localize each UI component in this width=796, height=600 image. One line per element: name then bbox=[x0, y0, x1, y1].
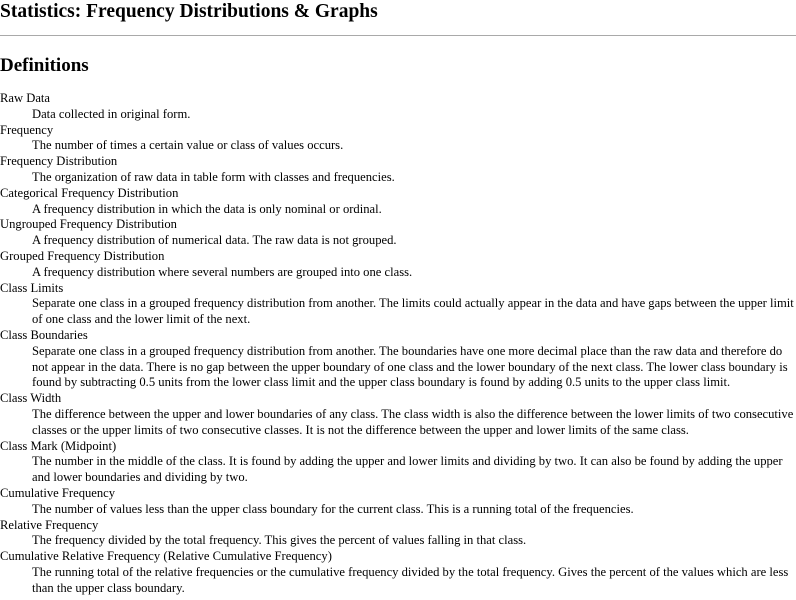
definition-description: The running total of the relative frequencies or the cumulative frequency divided by the total frequency. Gives the percent of the values which are less than the upper class boundary. bbox=[32, 564, 789, 595]
definition-list bbox=[0, 91, 796, 597]
definition-term: Frequency bbox=[0, 122, 54, 137]
definition-description: The number in the middle of the class. It is found by adding the upper and lower limits and dividing by two. It can also be found by adding the upper and lower boundaries and dividing by two. bbox=[32, 454, 783, 485]
definition-description: Separate one class in a grouped frequency distribution from another. The boundaries have one more decimal place than the raw data and therefore do not appear in the data. There is no gap between the upper boundary of one class and the lower boundary of the next class. The lower class boundary is found by subtracting 0.5 units from the lower class limit and the upper class boundary is found by adding 0.5 units to the upper class limit. bbox=[32, 343, 788, 390]
definition-term: Categorical Frequency Distribution bbox=[0, 185, 179, 200]
definition-description: Data collected in original form. bbox=[32, 106, 191, 121]
page-title: Statistics: Frequency Distributions & Graphs bbox=[0, 1, 378, 22]
definition-description: The organization of raw data in table form with classes and frequencies. bbox=[32, 169, 395, 184]
definition-term: Class Limits bbox=[0, 280, 64, 295]
definition-description: The number of times a certain value or class of values occurs. bbox=[32, 138, 344, 153]
definition-term: Grouped Frequency Distribution bbox=[0, 248, 165, 263]
horizontal-rule bbox=[0, 35, 796, 36]
definition-term: Class Width bbox=[0, 391, 62, 406]
definition-description: A frequency distribution in which the data is only nominal or ordinal. bbox=[32, 201, 382, 216]
definition-description: A frequency distribution where several numbers are grouped into one class. bbox=[32, 264, 413, 279]
definition-description: Separate one class in a grouped frequency distribution from another. The limits could actually appear in the data and have gaps between the upper limit of one class and the lower limit of the next. bbox=[32, 296, 794, 327]
section-heading-definitions: Definitions bbox=[0, 55, 89, 76]
definition-term: Cumulative Frequency bbox=[0, 485, 116, 500]
definition-description: The number of values less than the upper class boundary for the current class. This is a running total of the frequencies. bbox=[32, 501, 634, 516]
definition-term: Raw Data bbox=[0, 91, 51, 105]
definition-description: The difference between the upper and lower boundaries of any class. The class width is also the difference between the lower limits of two consecutive classes or the upper limits of two consecutive classes. It is not the difference between the upper and lower limits of the same class. bbox=[32, 406, 794, 437]
definition-description: The frequency divided by the total frequency. This gives the percent of values falling in that class. bbox=[32, 533, 527, 548]
definition-term: Relative Frequency bbox=[0, 517, 99, 532]
definition-term: Class Boundaries bbox=[0, 327, 88, 342]
definition-term: Ungrouped Frequency Distribution bbox=[0, 217, 177, 232]
definition-term: Frequency Distribution bbox=[0, 154, 118, 169]
definition-description: A frequency distribution of numerical data. The raw data is not grouped. bbox=[32, 233, 397, 248]
definition-term: Class Mark (Midpoint) bbox=[0, 438, 117, 453]
definition-term: Cumulative Relative Frequency (Relative Cumulative Frequency) bbox=[0, 549, 332, 564]
